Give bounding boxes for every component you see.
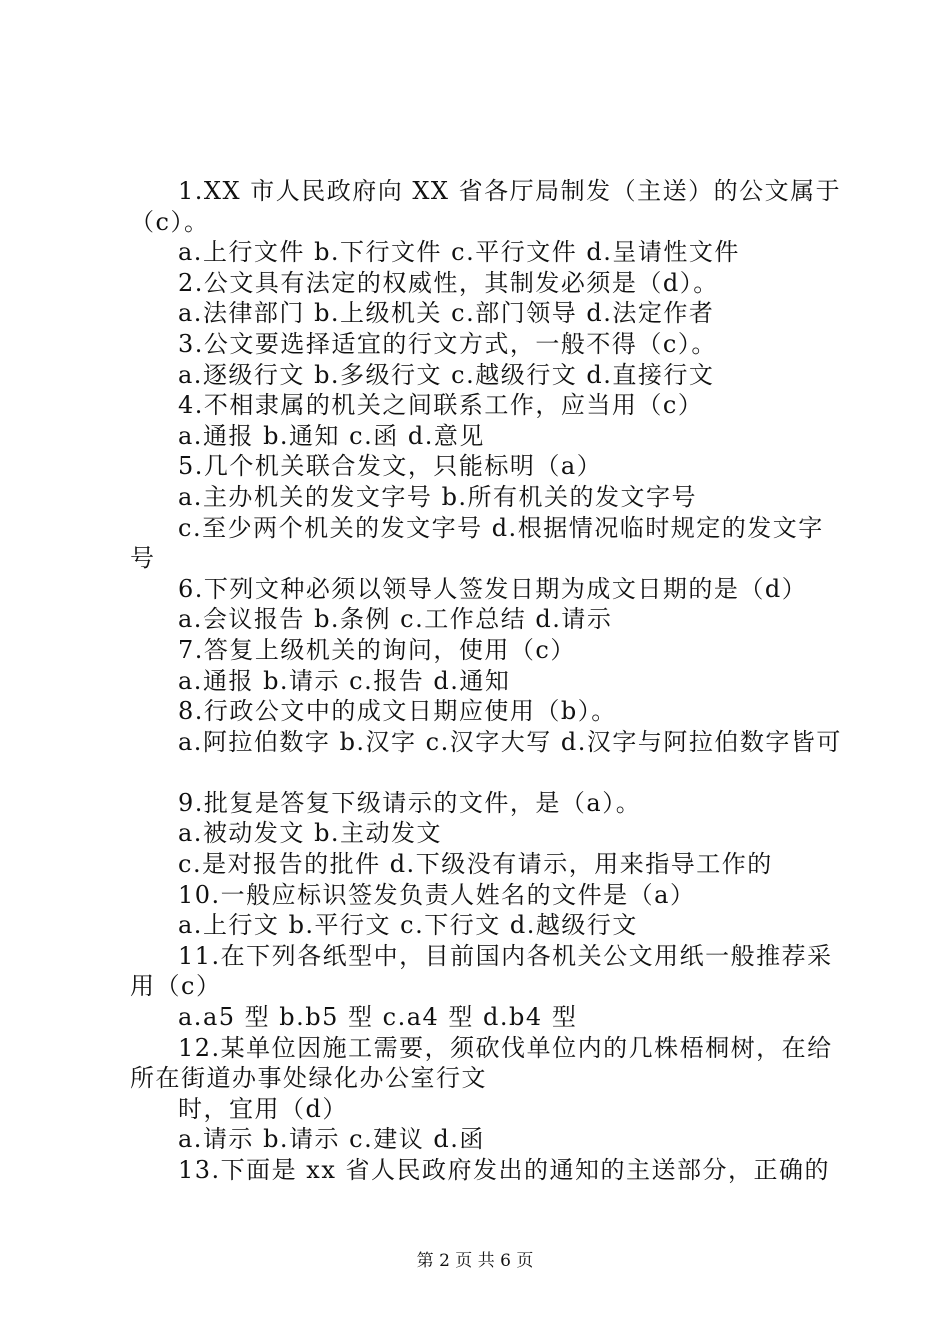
options-5b: c.至少两个机关的发文字号 d.根据情况临时规定的发文字 — [178, 513, 824, 542]
options-5a: a.主办机关的发文字号 b.所有机关的发文字号 — [178, 482, 698, 511]
options-1: a.上行文件 b.下行文件 c.平行文件 d.呈请性文件 — [178, 238, 740, 267]
options-2: a.法律部门 b.上级机关 c.部门领导 d.法定作者 — [178, 299, 715, 328]
options-3: a.逐级行文 b.多级行文 c.越级行文 d.直接行文 — [178, 360, 715, 389]
question-5: 5.几个机关联合发文，只能标明（a） — [178, 452, 603, 481]
options-7: a.通报 b.请示 c.报告 d.通知 — [178, 666, 511, 695]
document-body — [130, 176, 842, 1186]
options-10: a.上行文 b.平行文 c.下行文 d.越级行文 — [178, 911, 638, 940]
options-6: a.会议报告 b.条例 c.工作总结 d.请示 — [178, 605, 613, 634]
options-4: a.通报 b.通知 c.函 d.意见 — [178, 421, 485, 450]
question-12-cont: 所在街道办事处绿化办公室行文 — [130, 1064, 487, 1093]
question-9: 9.批复是答复下级请示的文件，是（a）。 — [178, 788, 642, 817]
options-11: a.a5 型 b.b5 型 c.a4 型 d.b4 型 — [178, 1003, 578, 1032]
question-3: 3.公文要选择适宜的行文方式，一般不得（c）。 — [178, 329, 717, 358]
question-6: 6.下列文种必须以领导人签发日期为成文日期的是（d） — [178, 574, 808, 603]
question-8: 8.行政公文中的成文日期应使用（b）。 — [178, 697, 617, 726]
question-11: 11.在下列各纸型中，目前国内各机关公文用纸一般推荐采 — [178, 941, 833, 970]
options-5b-cont: 号 — [130, 544, 156, 573]
question-12-cont2: 时，宜用（d） — [178, 1094, 348, 1123]
question-13: 13.下面是 xx 省人民政府发出的通知的主送部分，正确的 — [178, 1156, 830, 1184]
question-4: 4.不相隶属的机关之间联系工作，应当用（c） — [178, 391, 704, 420]
question-10: 10.一般应标识签发负责人姓名的文件是（a） — [178, 880, 696, 909]
question-7: 7.答复上级机关的询问，使用（c） — [178, 635, 576, 664]
options-9b: c.是对报告的批件 d.下级没有请示，用来指导工作的 — [178, 850, 773, 879]
options-12: a.请示 b.请示 c.建议 d.函 — [178, 1125, 485, 1154]
question-1-cont: （c）。 — [130, 207, 210, 236]
options-9a: a.被动发文 b.主动发文 — [178, 819, 443, 848]
blank-line — [130, 757, 835, 788]
page-footer: 第 2 页 共 6 页 — [416, 1251, 534, 1271]
question-11-cont: 用（c） — [130, 972, 222, 1001]
question-12: 12.某单位因施工需要，须砍伐单位内的几株梧桐树，在给 — [178, 1033, 833, 1062]
question-1: 1.XX 市人民政府向 XX 省各厅局制发（主送）的公文属于 — [178, 177, 842, 205]
question-2: 2.公文具有法定的权威性，其制发必须是（d）。 — [178, 268, 719, 297]
options-8: a.阿拉伯数字 b.汉字 c.汉字大写 d.汉字与阿拉伯数字皆可 — [178, 727, 842, 756]
